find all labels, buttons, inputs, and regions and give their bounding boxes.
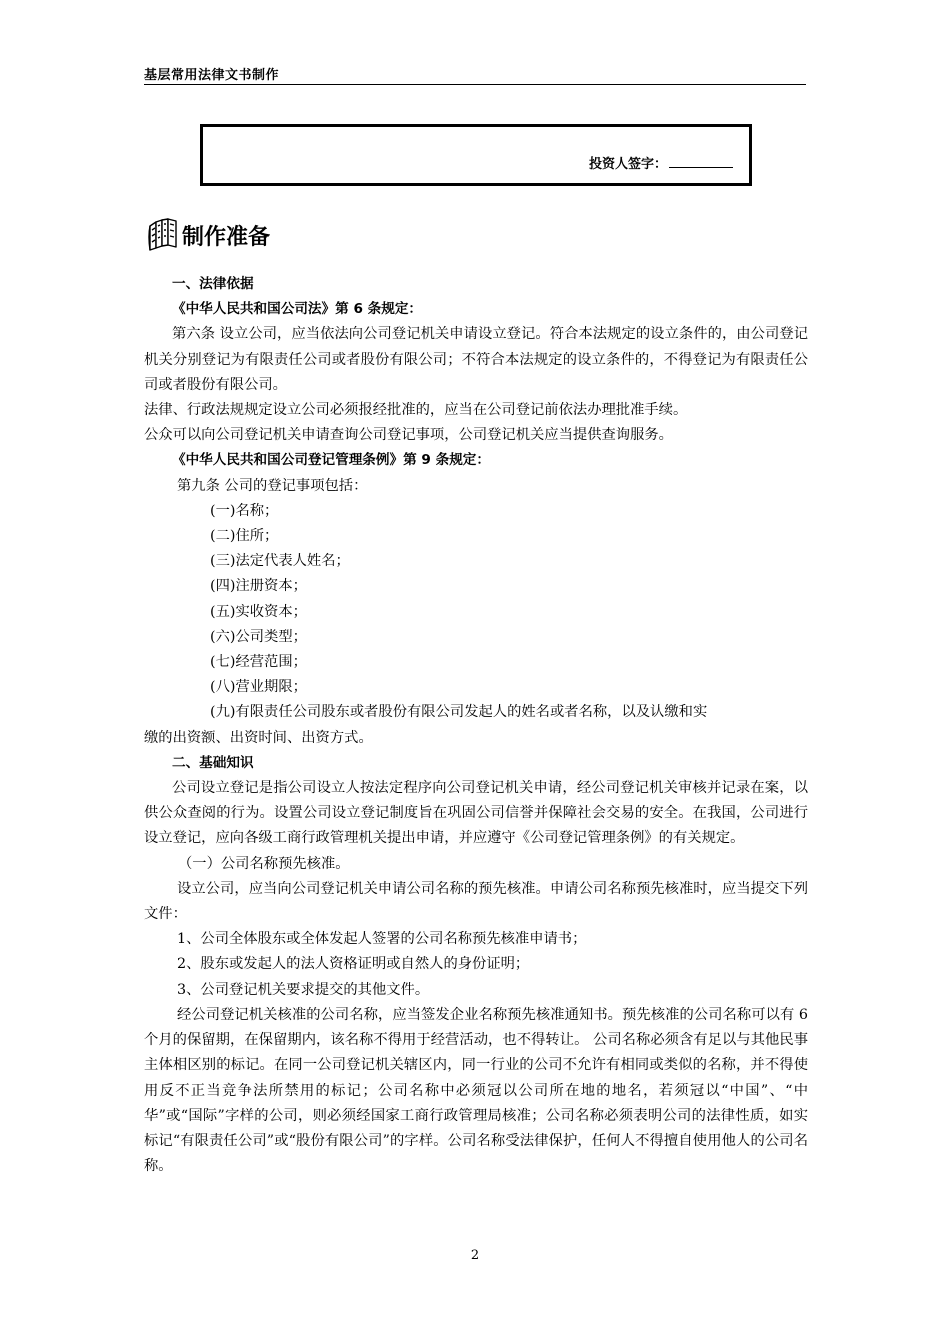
regulation-item: (六)公司类型； (210, 628, 307, 645)
company-law-title: 《中华人民共和国公司法》第 6 条规定： (172, 301, 423, 318)
name-pre-approval-subheading: （一）公司名称预先核准。 (178, 855, 350, 872)
required-file-item: 1、公司全体股东或全体发起人签署的公司名称预先核准申请书； (177, 931, 587, 948)
section-title: 制作准备 (182, 225, 271, 250)
regulation-item: (四)注册资本； (210, 578, 307, 595)
regulation-item: (八)营业期限； (210, 679, 307, 696)
books-icon (146, 216, 180, 252)
required-file-item: 3、公司登记机关要求提交的其他文件。 (177, 981, 430, 998)
regulation-item-9-first-line: (九)有限责任公司股东或者股份有限公司发起人的姓名或者名称，以及认缴和实 (210, 704, 708, 721)
signature-box (200, 124, 752, 186)
name-pre-approval-paragraph: 设立公司，应当向公司登记机关申请公司名称的预先核准。申请公司名称预先核准时，应当提交下列文件： (144, 880, 808, 923)
regulation-item: (三)法定代表人姓名； (210, 553, 350, 570)
regulation-article-9-intro: 第九条 公司的登记事项包括： (177, 477, 368, 494)
legal-basis-heading: 一、法律依据 (172, 276, 254, 292)
document-body (144, 272, 808, 1179)
header-divider (144, 84, 806, 85)
page-number: 2 (470, 1248, 480, 1263)
company-law-approval-paragraph: 法律、行政法规规定设立公司必须报经批准的，应当在公司登记前依法办理批准手续。 (144, 402, 688, 419)
basic-knowledge-heading: 二、基础知识 (172, 754, 254, 771)
company-name-rules-paragraph: 经公司登记机关核准的公司名称，应当签发企业名称预先核准通知书。预先核准的公司名称可以有 6 个月的保留期，在保留期内，该名称不得用于经营活动，也不得转让。 公司名称必须含有足以与其他民事主体相区别的标记。在同一公司登记机关辖区内，同一行业的公司不允许有相同或类似的名称，并不得使用反不正当竞争法所禁用的标记；公司名称中必须冠以公司所在地的地名，若须冠以“中国”、“中华”或“国际”字样的公司，则必须经国家工商行政管理局核准；公司名称必须表明公司的法律性质，如实标记“有限责任公司”或“股份有限公司”的字样。公司名称受法律保护，任何人不得擅自使用他人的公司名称。 (144, 1006, 808, 1175)
regulation-item: (二)住所； (210, 528, 279, 545)
signature-field (589, 153, 733, 172)
required-file-item: 2、股东或发起人的法人资格证明或自然人的身份证明； (177, 956, 530, 973)
company-law-inquiry-paragraph: 公众可以向公司登记机关申请查询公司登记事项，公司登记机关应当提供查询服务。 (144, 427, 673, 444)
running-header: 基层常用法律文书制作 (144, 68, 280, 83)
regulation-title: 《中华人民共和国公司登记管理条例》第 9 条规定： (172, 452, 490, 469)
signature-label: 投资人签字： (588, 157, 667, 172)
signature-blank-line (669, 155, 733, 168)
section-heading (146, 216, 270, 252)
regulation-item: (五)实收资本； (210, 603, 307, 620)
basic-knowledge-intro: 公司设立登记是指公司设立人按法定程序向公司登记机关申请，经公司登记机关审核并记录在案，以供公众查阅的行为。设置公司设立登记制度旨在巩固公司信誉并保障社会交易的安全。在我国，公司进行设立登记，应向各级工商行政管理机关提出申请，并应遵守《公司登记管理条例》的有关规定。 (144, 780, 808, 847)
regulation-item: (一)名称； (210, 502, 279, 519)
regulation-item: (七)经营范围； (210, 654, 307, 671)
regulation-item-9-continuation: 缴的出资额、出资时间、出资方式。 (144, 729, 373, 746)
company-law-article-6: 第六条 设立公司，应当依法向公司登记机关申请设立登记。符合本法规定的设立条件的，由公司登记机关分别登记为有限责任公司或者股份有限公司；不符合本法规定的设立条件的，不得登记为有限责任公司或者股份有限公司。 (144, 326, 808, 393)
